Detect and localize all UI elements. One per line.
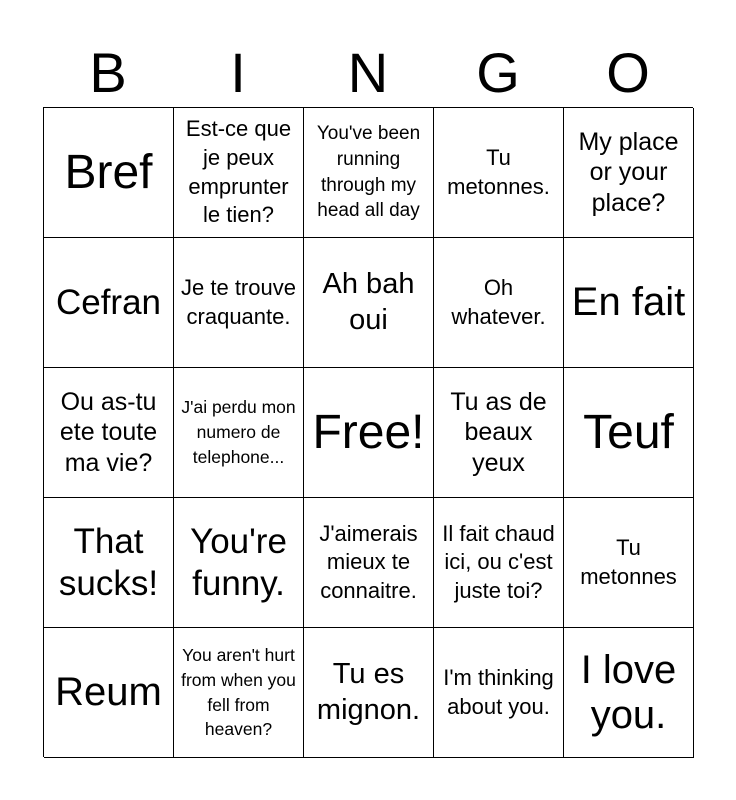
bingo-cell-3-2: J'ai perdu mon numero de telephone... — [174, 368, 304, 498]
bingo-cell-3-3: Free! — [304, 368, 434, 498]
bingo-cell-5-5: I love you. — [564, 628, 694, 758]
header-letter-g: G — [476, 41, 520, 104]
bingo-cell-2-4: Oh whatever. — [434, 238, 564, 368]
bingo-cell-2-1: Cefran — [44, 238, 174, 368]
bingo-cell-4-5: Tu metonnes — [564, 498, 694, 628]
bingo-cell-1-3: You've been running through my head all day — [304, 108, 434, 238]
header-letter-n: N — [347, 41, 389, 104]
bingo-cell-5-2: You aren't hurt from when you fell from heaven? — [174, 628, 304, 758]
bingo-header — [43, 40, 693, 106]
bingo-cell-3-5: Teuf — [564, 368, 694, 498]
bingo-cell-2-3: Ah bah oui — [304, 238, 434, 368]
bingo-cell-5-1: Reum — [44, 628, 174, 758]
bingo-cell-1-5: My place or your place? — [564, 108, 694, 238]
bingo-cell-4-4: Il fait chaud ici, ou c'est juste toi? — [434, 498, 564, 628]
bingo-cell-1-2: Est-ce que je peux emprunter le tien? — [174, 108, 304, 238]
bingo-cell-4-1: That sucks! — [44, 498, 174, 628]
bingo-cell-4-3: J'aimerais mieux te connaitre. — [304, 498, 434, 628]
header-letter-i: I — [230, 41, 246, 104]
bingo-cell-1-1: Bref — [44, 108, 174, 238]
header-letter-o: O — [606, 41, 650, 104]
bingo-board — [43, 107, 693, 757]
bingo-cell-2-2: Je te trouve craquante. — [174, 238, 304, 368]
bingo-cell-5-3: Tu es mignon. — [304, 628, 434, 758]
bingo-cell-5-4: I'm thinking about you. — [434, 628, 564, 758]
bingo-cell-1-4: Tu metonnes. — [434, 108, 564, 238]
bingo-cell-2-5: En fait — [564, 238, 694, 368]
header-letter-b: B — [89, 41, 127, 104]
bingo-cell-3-4: Tu as de beaux yeux — [434, 368, 564, 498]
bingo-cell-4-2: You're funny. — [174, 498, 304, 628]
bingo-cell-3-1: Ou as-tu ete toute ma vie? — [44, 368, 174, 498]
